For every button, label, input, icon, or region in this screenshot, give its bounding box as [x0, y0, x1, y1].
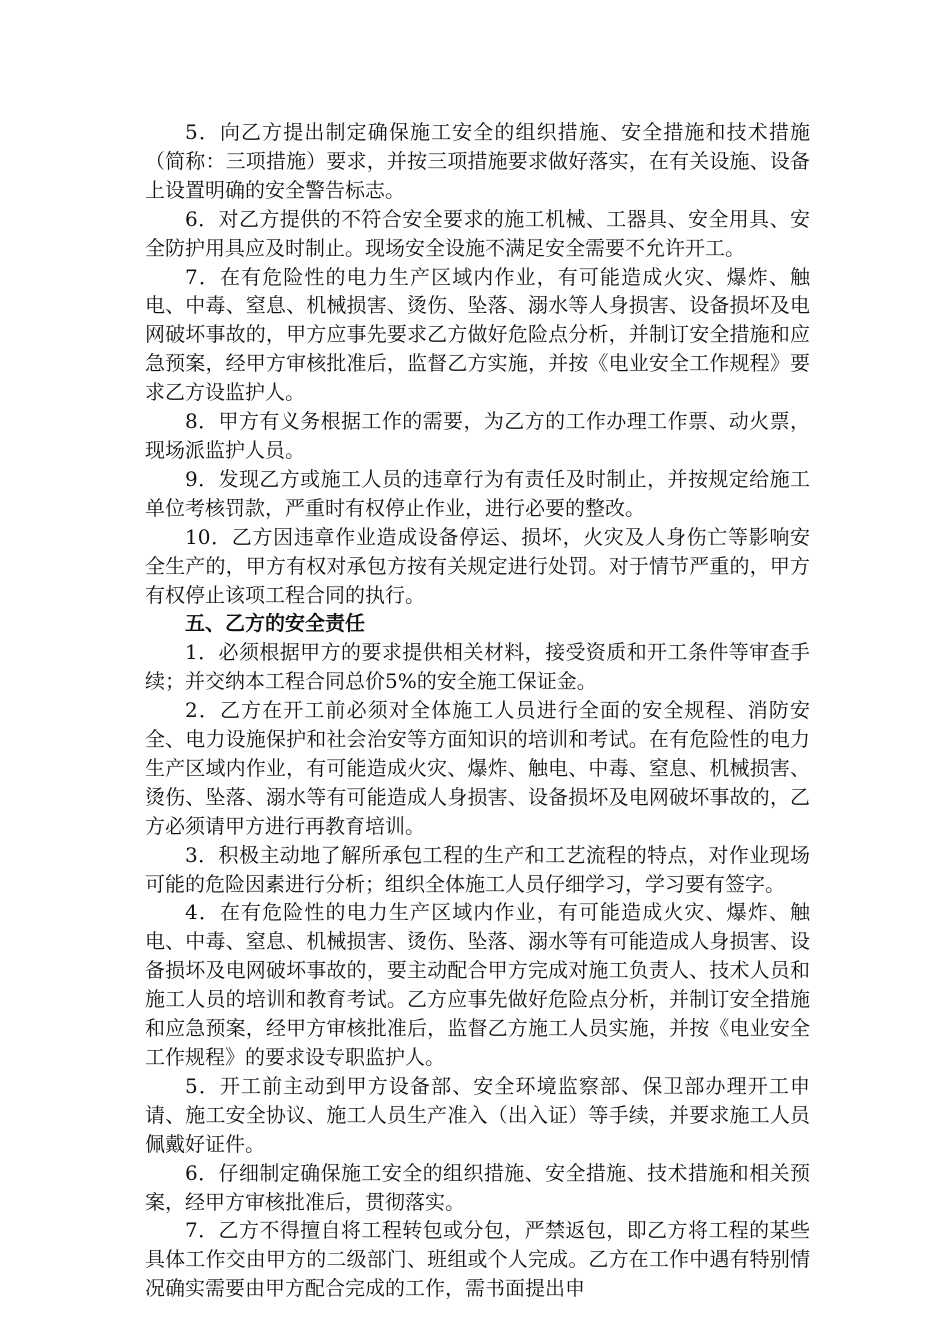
- paragraph-a7: 7．在有危险性的电力生产区域内作业，有可能造成火灾、爆炸、触电、中毒、窒息、机械损害、烫伤、坠落、溺水等人身损害、设备损坏及电网破坏事故的，甲方应事先要求乙方做好危险点分析，并制订安全措施和应急预案，经甲方审核批准后，监督乙方实施，并按《电业安全工作规程》要求乙方设监护人。: [145, 264, 810, 405]
- paragraph-b6: 6．仔细制定确保施工安全的组织措施、安全措施、技术措施和相关预案，经甲方审核批准后，贯彻落实。: [145, 1160, 810, 1214]
- paragraph-a5: 5．向乙方提出制定确保施工安全的组织措施、安全措施和技术措施（简称：三项措施）要求，并按三项措施要求做好落实，在有关设施、设备上设置明确的安全警告标志。: [145, 120, 810, 202]
- paragraph-a6: 6．对乙方提供的不符合安全要求的施工机械、工器具、安全用具、安全防护用具应及时制止。现场安全设施不满足安全需要不允许开工。: [145, 206, 810, 260]
- paragraph-a9: 9．发现乙方或施工人员的违章行为有责任及时制止，并按规定给施工单位考核罚款，严重时有权停止作业，进行必要的整改。: [145, 466, 810, 520]
- paragraph-b4: 4．在有危险性的电力生产区域内作业，有可能造成火灾、爆炸、触电、中毒、窒息、机械损害、烫伤、坠落、溺水等有可能造成人身损害、设备损坏及电网破坏事故的，要主动配合甲方完成对施工负责人、技术人员和施工人员的培训和教育考试。乙方应事先做好危险点分析，并制订安全措施和应急预案，经甲方审核批准后，监督乙方施工人员实施，并按《电业安全工作规程》的要求设专职监护人。: [145, 900, 810, 1069]
- paragraph-b3: 3．积极主动地了解所承包工程的生产和工艺流程的特点，对作业现场可能的危险因素进行分析；组织全体施工人员仔细学习，学习要有签字。: [145, 842, 810, 896]
- paragraph-b5: 5．开工前主动到甲方设备部、安全环境监察部、保卫部办理开工申请、施工安全协议、施工人员生产准入（出入证）等手续，并要求施工人员佩戴好证件。: [145, 1073, 810, 1156]
- document-page: [145, 118, 810, 1303]
- paragraph-b2: 2．乙方在开工前必须对全体施工人员进行全面的安全规程、消防安全、电力设施保护和社会治安等方面知识的培训和考试。在有危险性的电力生产区域内作业，有可能造成火灾、爆炸、触电、中毒、窒息、机械损害、烫伤、坠落、溺水等有可能造成人身损害、设备损坏及电网破坏事故的，乙方必须请甲方进行再教育培训。: [145, 698, 810, 838]
- paragraph-b7: 7．乙方不得擅自将工程转包或分包，严禁返包，即乙方将工程的某些具体工作交由甲方的二级部门、班组或个人完成。乙方在工作中遇有特别情况确实需要由甲方配合完成的工作，需书面提出申: [145, 1218, 810, 1301]
- paragraph-a10: 10．乙方因违章作业造成设备停运、损坏，火灾及人身伤亡等影响安全生产的，甲方有权对承包方按有关规定进行处罚。对于情节严重的，甲方有权停止该项工程合同的执行。: [145, 524, 810, 607]
- section-heading: 五、乙方的安全责任: [185, 611, 365, 636]
- paragraph-b1: 1．必须根据甲方的要求提供相关材料，接受资质和开工条件等审查手续；并交纳本工程合同总价5%的安全施工保证金。: [145, 640, 810, 694]
- paragraph-a8: 8．甲方有义务根据工作的需要，为乙方的工作办理工作票、动火票，现场派监护人员。: [145, 409, 810, 462]
